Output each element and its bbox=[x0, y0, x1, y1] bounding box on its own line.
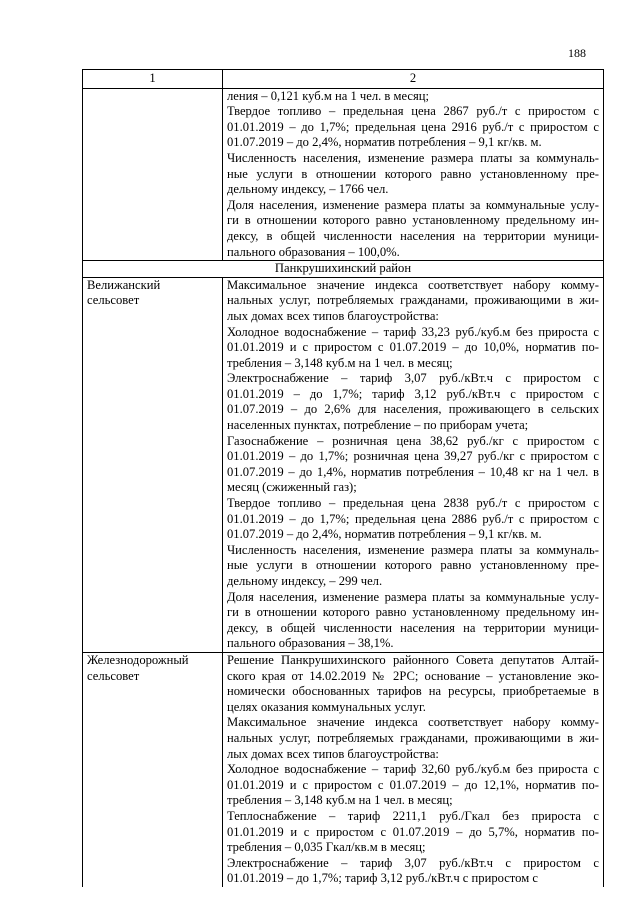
text-line: 01.01.2019 – до 1,7%; предельная цена 2886 руб./т с приростом с bbox=[227, 511, 599, 526]
text-line: 01.07.2019 – до 2,4%, норматив потребления – 9,1 кг/кв. м. bbox=[227, 135, 542, 150]
text-line: Численность населения, изменение размера платы за коммуналь- bbox=[227, 542, 599, 557]
text-line: номически обоснованных тарифов на ресурсы, приобретаемые в bbox=[227, 684, 599, 699]
text-line: ные услуги в отношении которого равно установленному пре- bbox=[227, 558, 599, 573]
territory-name-line: сельсовет bbox=[87, 293, 140, 308]
text-line: Теплоснабжение – тариф 2211,1 руб./Гкал без прироста с bbox=[227, 808, 599, 823]
text-line: Электроснабжение – тариф 3,07 руб./кВт.ч с приростом с bbox=[227, 371, 599, 386]
text-line: дексу, в общей численности населения на территории муници- bbox=[227, 228, 599, 243]
text-line: 01.07.2019 – до 2,6% для населения, проживающего в сельских bbox=[227, 402, 599, 417]
text-line: Решение Панкрушихинского районного Совета депутатов Алтай- bbox=[227, 652, 599, 667]
text-line: дельному индексу, – 1766 чел. bbox=[227, 182, 389, 197]
text-line: ления – 0,121 куб.м на 1 чел. в месяц; bbox=[227, 88, 429, 103]
text-line: Газоснабжение – розничная цена 38,62 руб./кг с приростом с bbox=[227, 433, 599, 448]
text-line: 01.01.2019 – до 1,7%; розничная цена 39,27 руб./кг с приростом с bbox=[227, 449, 599, 464]
column-header-1: 1 bbox=[83, 70, 223, 89]
text-line: нальных услуг, потребляемых гражданами, проживающими в жи- bbox=[227, 730, 599, 745]
text-line: ского края от 14.02.2019 № 2РС; основание – установление эко- bbox=[227, 668, 599, 683]
table-row bbox=[83, 277, 604, 652]
text-line: 01.01.2019 – до 1,7%; тариф 3,12 руб./кВт.ч с приростом с bbox=[227, 871, 538, 886]
tariff-table bbox=[82, 69, 604, 887]
text-line: целях оказания коммунальных услуг. bbox=[227, 699, 426, 714]
text-line: 01.01.2019 и с приростом с 01.07.2019 – до 10,0%, норматив по- bbox=[227, 340, 599, 355]
table-row-continuation bbox=[83, 88, 604, 261]
text-line: лых домах всех типов благоустройства: bbox=[227, 746, 439, 761]
text-line: Твердое топливо – предельная цена 2867 руб./т с приростом с bbox=[227, 104, 599, 119]
text-line: дельному индексу, – 299 чел. bbox=[227, 574, 383, 588]
text-line: пального образования – 38,1%. bbox=[227, 636, 394, 651]
text-line: 01.01.2019 – до 1,7%; тариф 3,12 руб./кВт.ч с приростом с bbox=[227, 386, 599, 401]
territory-name-line: Железнодорожный bbox=[87, 652, 189, 667]
district-row bbox=[83, 261, 604, 278]
text-line: требления – 3,148 куб.м на 1 чел. в месяц; bbox=[227, 793, 453, 808]
description-cell bbox=[223, 88, 604, 261]
text-line: Твердое топливо – предельная цена 2838 руб./т с приростом с bbox=[227, 496, 599, 511]
territory-name-cell bbox=[83, 652, 223, 886]
text-line: месяц (сжиженный газ); bbox=[227, 480, 357, 495]
table-row bbox=[83, 652, 604, 886]
text-line: Доля населения, изменение размера платы за коммунальные услу- bbox=[227, 197, 599, 212]
text-line: Численность населения, изменение размера платы за коммуналь- bbox=[227, 150, 599, 165]
table-header-row bbox=[83, 70, 604, 89]
district-title: Панкрушихинский район bbox=[83, 261, 604, 278]
territory-name-line: сельсовет bbox=[87, 668, 140, 683]
text-line: 01.01.2019 и с приростом с 01.07.2019 – до 12,1%, норматив по- bbox=[227, 777, 599, 792]
text-line: Максимальное значение индекса соответствует набору комму- bbox=[227, 715, 599, 730]
description-cell bbox=[223, 277, 604, 652]
territory-name-line: Велижанский bbox=[87, 277, 161, 292]
description-cell bbox=[223, 652, 604, 886]
page-number: 188 bbox=[568, 46, 586, 60]
text-line: лых домах всех типов благоустройства: bbox=[227, 308, 439, 323]
text-line: 01.07.2019 – до 1,4%, норматив потребления – 10,48 кг на 1 чел. в bbox=[227, 464, 599, 479]
column-header-2: 2 bbox=[223, 70, 604, 89]
text-line: населенных пунктах, потребление – по приборам учета; bbox=[227, 418, 529, 433]
text-line: Максимальное значение индекса соответствует набору комму- bbox=[227, 277, 599, 292]
text-line: требления – 0,035 Гкал/кв.м в месяц; bbox=[227, 840, 426, 855]
text-line: ги в отношении которого равно установленному предельному ин- bbox=[227, 605, 599, 620]
text-line: Холодное водоснабжение – тариф 33,23 руб./куб.м без прироста с bbox=[227, 324, 599, 339]
text-line: 01.01.2019 – до 1,7%; предельная цена 2916 руб./т с приростом с bbox=[227, 119, 599, 134]
territory-name-cell bbox=[83, 277, 223, 652]
text-line: требления – 3,148 куб.м на 1 чел. в месяц; bbox=[227, 355, 453, 370]
text-line: Холодное водоснабжение – тариф 32,60 руб./куб.м без прироста с bbox=[227, 762, 599, 777]
text-line: ные услуги в отношении которого равно установленному пре- bbox=[227, 166, 599, 181]
text-line: пального образования – 100,0%. bbox=[227, 244, 400, 259]
text-line: Электроснабжение – тариф 3,07 руб./кВт.ч с приростом с bbox=[227, 855, 599, 870]
territory-cell-empty bbox=[83, 88, 223, 261]
text-line: 01.07.2019 – до 2,4%, норматив потребления – 9,1 кг/кв. м. bbox=[227, 527, 542, 542]
text-line: 01.01.2019 и с приростом с 01.07.2019 – до 5,7%, норматив по- bbox=[227, 824, 599, 839]
text-line: дексу, в общей численности населения на территории муници- bbox=[227, 620, 599, 635]
text-line: нальных услуг, потребляемых гражданами, проживающими в жи- bbox=[227, 293, 599, 308]
text-line: ги в отношении которого равно установленному предельному ин- bbox=[227, 213, 599, 228]
text-line: Доля населения, изменение размера платы за коммунальные услу- bbox=[227, 589, 599, 604]
